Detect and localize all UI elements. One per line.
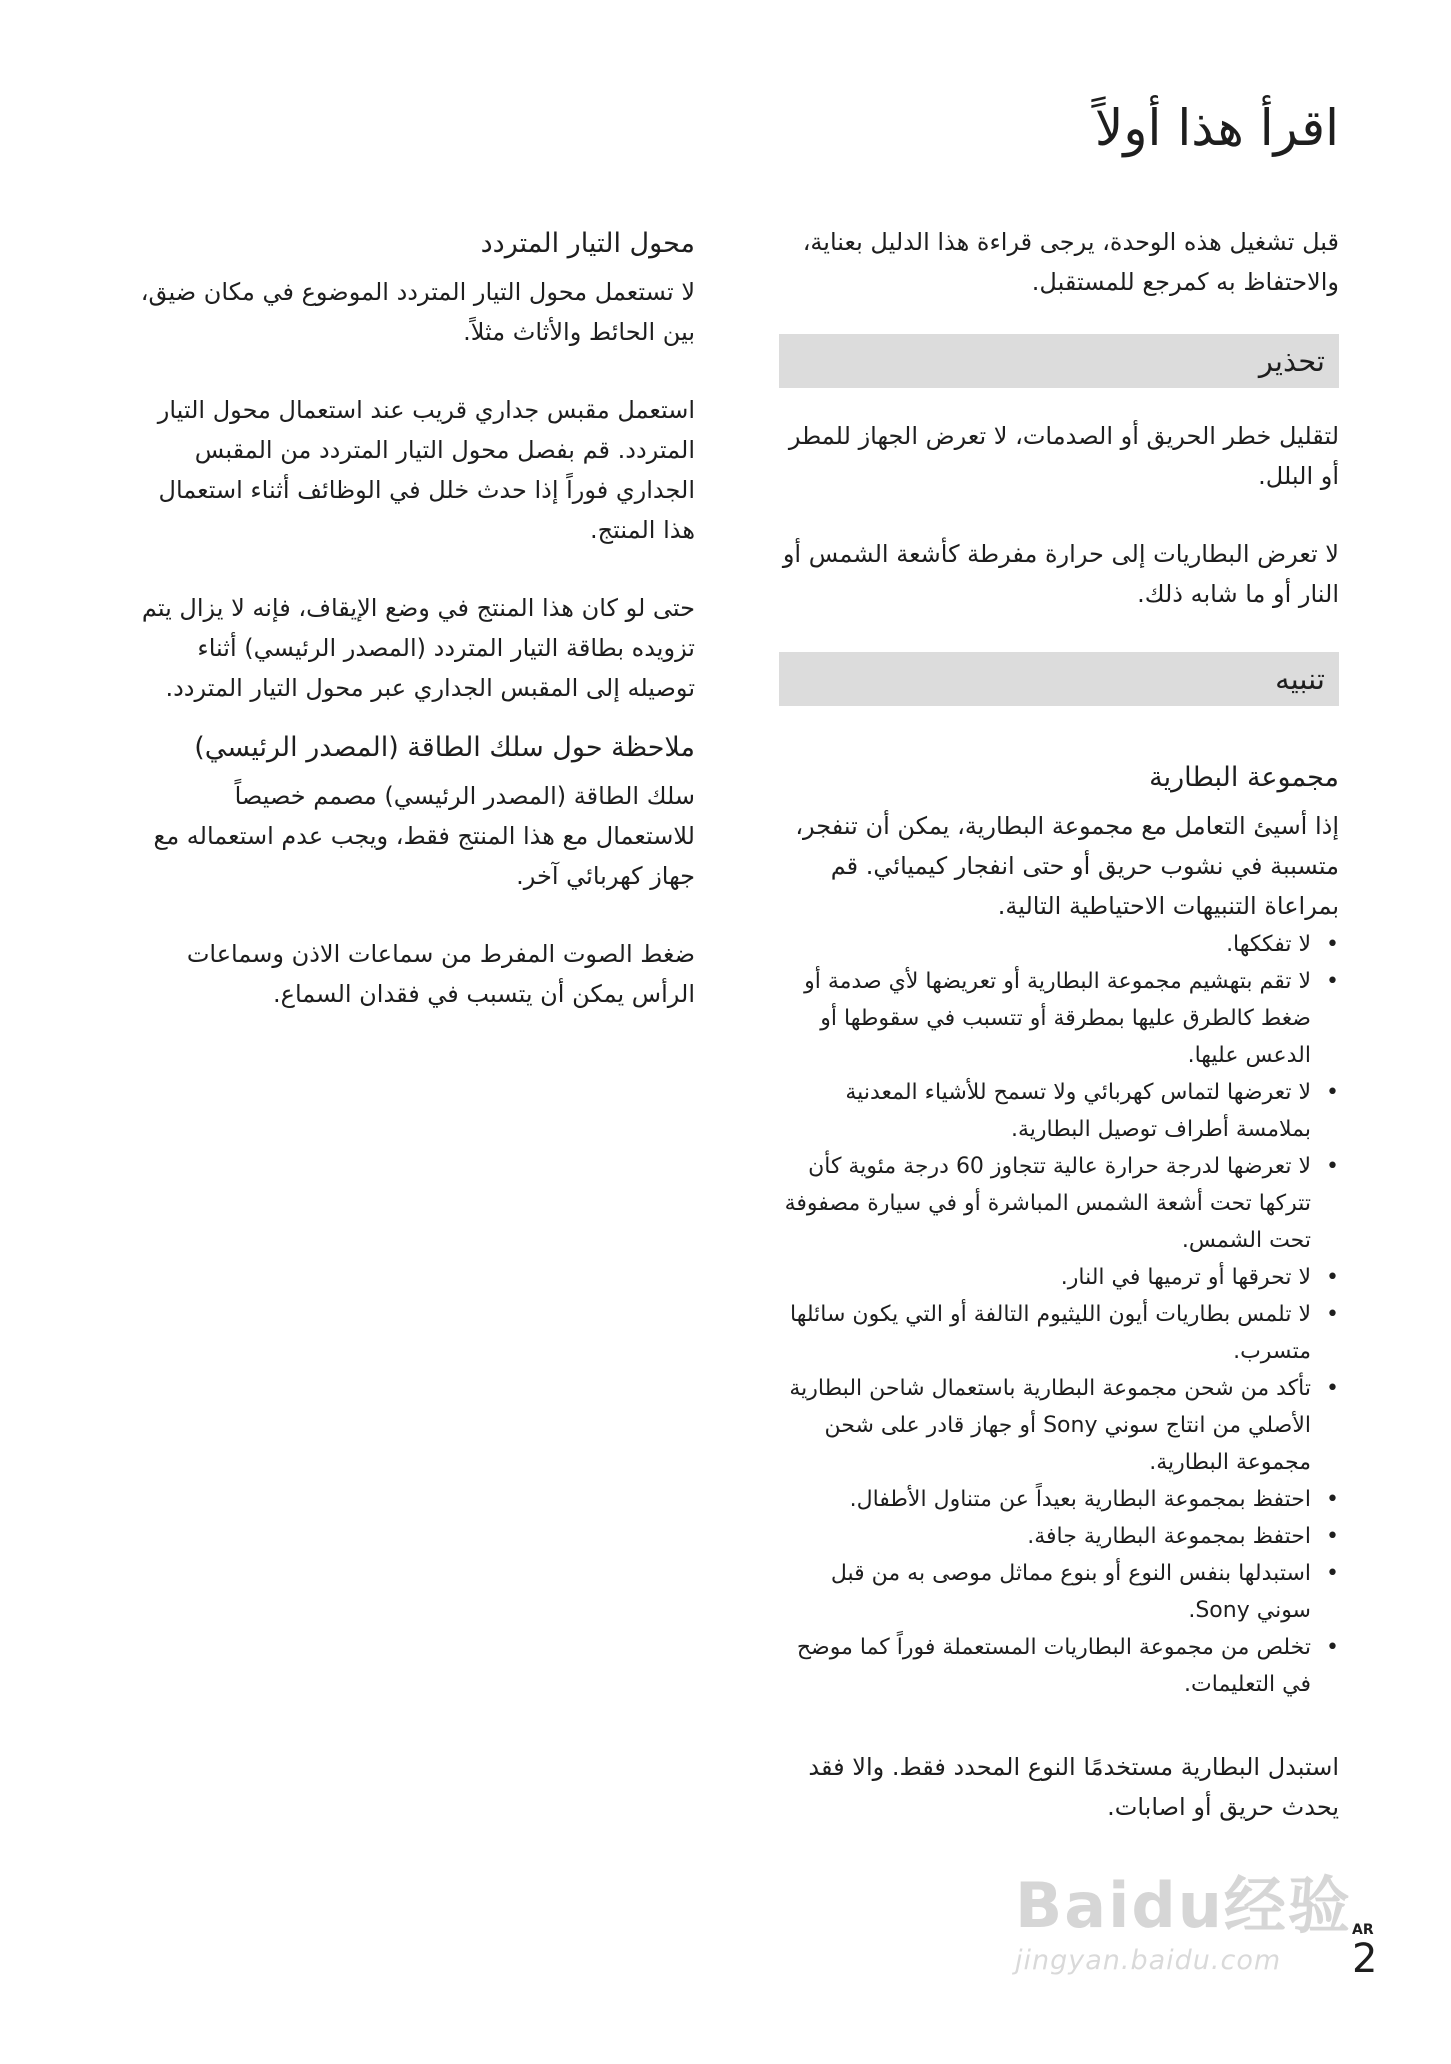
list-item: • لا تقم بتهشيم مجموعة البطارية أو تعريضها لأي صدمة أو ضغط كالطرق عليها بمطرقة أو تتسبب في سقوطها أو الدعس عليها. — [779, 963, 1321, 1074]
list-item: • احتفظ بمجموعة البطارية جافة. — [779, 1518, 1321, 1555]
list-item: • لا تفككها. — [779, 926, 1321, 963]
list-item: • تأكد من شحن مجموعة البطارية باستعمال شاحن البطارية الأصلي من انتاج سوني Sony أو جهاز قادر على شحن مجموعة البطارية. — [779, 1370, 1321, 1481]
list-item: • لا تحرقها أو ترميها في النار. — [779, 1259, 1321, 1296]
list-item: • لا تعرضها لتماس كهربائي ولا تسمح للأشياء المعدنية بملامسة أطراف توصيل البطارية. — [779, 1074, 1321, 1148]
power-cord-paragraph: سلك الطاقة (المصدر الرئيسي) مصمم خصيصاً للاستعمال مع هذا المنتج فقط، ويجب عدم استعماله مع جهاز كهربائي آخر. — [153, 782, 695, 890]
list-item: • استبدلها بنفس النوع أو بنوع مماثل موصى به من قبل سوني Sony. — [779, 1555, 1321, 1629]
ac-adaptor-paragraph-3: حتى لو كان هذا المنتج في وضع الإيقاف، فإنه لا يزال يتم تزويده بطاقة التيار المتردد (المصدر الرئيسي) أثناء توصيله إلى المقبس الجداري عبر محول التيار المتردد. — [141, 594, 695, 702]
left-column — [139, 222, 695, 1014]
right-column — [779, 222, 1339, 1827]
ac-adaptor-heading: محول التيار المتردد — [480, 228, 695, 259]
intro-paragraph: قبل تشغيل هذه الوحدة، يرجى قراءة هذا الدليل بعناية، والاحتفاظ به كمرجع للمستقبل. — [802, 228, 1339, 296]
watermark-brand: Baidu经验 — [1015, 1869, 1352, 1942]
power-cord-heading: ملاحظة حول سلك الطاقة (المصدر الرئيسي) — [194, 732, 695, 763]
watermark-url: jingyan.baidu.com — [1015, 1945, 1282, 1976]
sound-pressure-paragraph: ضغط الصوت المفرط من سماعات الاذن وسماعات الرأس يمكن أن يتسبب في فقدان السماع. — [186, 940, 695, 1008]
battery-precautions-list — [779, 926, 1339, 1703]
list-item: • لا تلمس بطاريات أيون الليثيوم التالفة أو التي يكون سائلها متسرب. — [779, 1296, 1321, 1370]
list-item: • تخلص من مجموعة البطاريات المستعملة فوراً كما موضح في التعليمات. — [779, 1629, 1321, 1703]
battery-intro: إذا أسيئ التعامل مع مجموعة البطارية، يمكن أن تنفجر، متسببة في نشوب حريق أو حتى انفجار كيميائي. قم بمراعاة التنبيهات الاحتياطية التالية. — [795, 812, 1339, 920]
page-number-block — [1352, 1922, 1392, 1980]
language-code: AR — [1352, 1922, 1374, 1938]
ac-adaptor-paragraph-1: لا تستعمل محول التيار المتردد الموضوع في مكان ضيق، بين الحائط والأثاث مثلاً. — [140, 278, 695, 346]
replace-battery-note: استبدل البطارية مستخدمًا النوع المحدد فقط. والا فقد يحدث حريق أو اصابات. — [808, 1753, 1339, 1821]
list-item: • لا تعرضها لدرجة حرارة عالية تتجاوز 60 درجة مئوية كأن تتركها تحت أشعة الشمس المباشرة أو في سيارة مصفوفة تحت الشمس. — [779, 1148, 1321, 1259]
page-title: اقرأ هذا أولاً — [1094, 98, 1339, 157]
warning-paragraph-2: لا تعرض البطاريات إلى حرارة مفرطة كأشعة الشمس أو النار أو ما شابه ذلك. — [782, 540, 1339, 608]
baidu-watermark — [1015, 1868, 1355, 1986]
warning-heading: تحذير — [779, 334, 1339, 388]
page-number: 2 — [1352, 1936, 1378, 1982]
ac-adaptor-paragraph-2: استعمل مقبس جداري قريب عند استعمال محول التيار المتردد. قم بفصل محول التيار المتردد من المقبس الجداري فوراً إذا حدث خلل في الوظائف أثناء استعمال هذا المنتج. — [157, 396, 695, 544]
battery-heading: مجموعة البطارية — [1149, 762, 1339, 793]
caution-heading: تنبيه — [779, 652, 1339, 706]
warning-paragraph-1: لتقليل خطر الحريق أو الصدمات، لا تعرض الجهاز للمطر أو البلل. — [788, 422, 1339, 490]
list-item: • احتفظ بمجموعة البطارية بعيداً عن متناول الأطفال. — [779, 1481, 1321, 1518]
